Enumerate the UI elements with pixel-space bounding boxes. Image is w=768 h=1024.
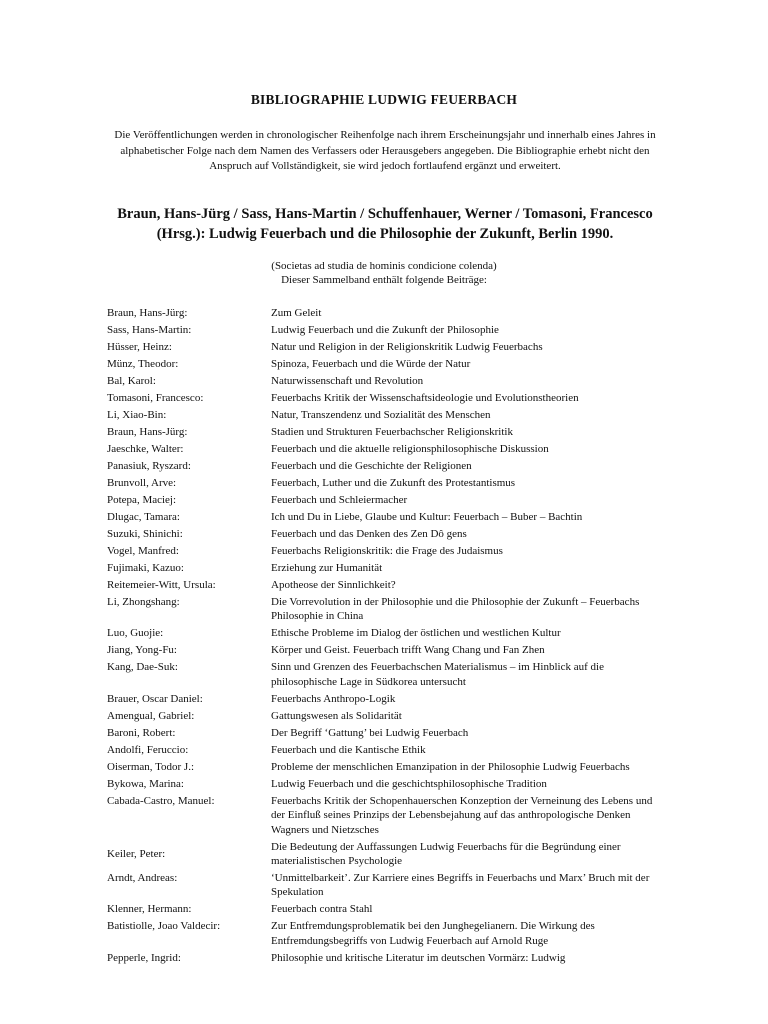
entry-author: Kang, Dae-Suk: xyxy=(107,661,178,674)
entry-author: Dlugac, Tamara: xyxy=(107,511,180,523)
entry-author: Sass, Hans-Martin: xyxy=(107,324,192,336)
entry-author: Arndt, Andreas: xyxy=(107,872,178,885)
entry-title: Ich und Du in Liebe, Glaube und Kultur: Feuerbach – Buber – Bachtin xyxy=(271,511,583,523)
entry-author: Batistiolle, Joao Valdecir: xyxy=(107,920,221,933)
entry-title: ‘Unmittelbarkeit’. Zur Karriere eines Begriffs in Feuerbachs und Marx’ Bruch mit der Spekulation xyxy=(271,872,650,899)
list-item xyxy=(107,527,667,541)
list-item xyxy=(107,425,667,439)
list-item xyxy=(107,306,667,320)
entry-author: Bykowa, Marina: xyxy=(107,777,184,790)
entry-author: Luo, Guojie: xyxy=(107,627,164,640)
list-item xyxy=(107,493,667,507)
page-title: BIBLIOGRAPHIE LUDWIG FEUERBACH xyxy=(250,92,518,107)
entry-title: Probleme der menschlichen Emanzipation in der Philosophie Ludwig Feuerbachs xyxy=(271,760,630,773)
list-item xyxy=(107,459,667,473)
entry-title: Feuerbach und die aktuelle religionsphilosophische Diskussion xyxy=(271,443,549,455)
entry-title: Ludwig Feuerbach und die Zukunft der Philosophie xyxy=(271,324,499,336)
list-item xyxy=(107,544,667,558)
list-item xyxy=(107,709,667,723)
list-item xyxy=(107,871,667,900)
entry-author: Suzuki, Shinichi: xyxy=(107,528,183,540)
entry-author: Klenner, Hermann: xyxy=(107,903,192,916)
list-item xyxy=(107,660,667,689)
entry-title: Stadien und Strukturen Feuerbachscher Religionskritik xyxy=(271,426,513,438)
list-item xyxy=(107,357,667,371)
series-note xyxy=(0,259,768,287)
entry-title: Feuerbach und das Denken des Zen Dô gens xyxy=(271,528,467,540)
entry-author: Fujimaki, Kazuo: xyxy=(107,562,184,574)
entry-title: Der Begriff ‘Gattung’ bei Ludwig Feuerbach xyxy=(271,726,469,739)
list-item xyxy=(107,391,667,405)
entry-author: Panasiuk, Ryszard: xyxy=(107,460,191,472)
entry-title: Feuerbach und Schleiermacher xyxy=(271,494,408,506)
list-item xyxy=(107,323,667,337)
entry-title: Feuerbachs Religionskritik: die Frage des Judaismus xyxy=(271,545,503,557)
entry-author: Brauer, Oscar Daniel: xyxy=(107,692,203,705)
entry-title: Philosophie und kritische Literatur im deutschen Vormärz: Ludwig xyxy=(271,951,566,964)
entry-title: Ethische Probleme im Dialog der östlichen und westlichen Kultur xyxy=(271,627,561,640)
list-item xyxy=(107,794,667,837)
list-item xyxy=(107,374,667,388)
entry-title: Ludwig Feuerbach und die geschichtsphilosophische Tradition xyxy=(271,777,547,790)
list-item xyxy=(107,626,667,640)
list-item xyxy=(107,340,667,354)
entry-author: Baroni, Robert: xyxy=(107,726,176,739)
entry-title: Natur und Religion in der Religionskritik Ludwig Feuerbachs xyxy=(271,341,543,353)
list-item xyxy=(107,595,667,624)
entry-title: Naturwissenschaft und Revolution xyxy=(271,375,424,387)
entry-author: Amengual, Gabriel: xyxy=(107,709,195,722)
entry-title: Sinn und Grenzen des Feuerbachschen Materialismus – im Hinblick auf die philosophische Lage in Südkorea untersucht xyxy=(271,661,604,688)
entry-title: Zum Geleit xyxy=(271,307,322,319)
entry-author: Jiang, Yong-Fu: xyxy=(107,644,177,657)
entry-author: Tomasoni, Francesco: xyxy=(107,392,204,404)
list-item xyxy=(107,692,667,706)
entry-author: Potepa, Maciej: xyxy=(107,494,177,506)
entry-title: Die Vorrevolution in der Philosophie und die Philosophie der Zukunft – Feuerbachs Philosophie in China xyxy=(271,596,640,623)
list-item xyxy=(107,510,667,524)
entry-author: Reitemeier-Witt, Ursula: xyxy=(107,579,216,591)
entry-title: Zur Entfremdungsproblematik bei den Junghegelianern. Die Wirkung des Entfremdungsbegriffs von Ludwig Feuerbach auf Arnold Ruge xyxy=(271,920,595,947)
list-item xyxy=(107,902,667,916)
entry-author: Andolfi, Feruccio: xyxy=(107,743,189,756)
entry-title: Natur, Transzendenz und Sozialität des Menschen xyxy=(271,409,491,421)
entry-title: Erziehung zur Humanität xyxy=(271,562,383,574)
entry-title: Apotheose der Sinnlichkeit? xyxy=(271,579,396,591)
intro-paragraph: Die Veröffentlichungen werden in chronologischer Reihenfolge nach ihrem Erscheinungsjahr und innerhalb eines Jahres in alphabetischer Folge nach dem Namen des Verfassers oder Herausgebers angegeben. Die Bibliographie erhebt nicht den Anspruch auf Vollständigkeit, sie wird jedoch fortlaufend ergänzt und erweitert. xyxy=(114,129,656,172)
entry-author: Brunvoll, Arve: xyxy=(107,477,177,489)
entry-author: Jaeschke, Walter: xyxy=(107,443,184,455)
entry-author: Münz, Theodor: xyxy=(107,358,179,370)
book-title: Braun, Hans-Jürg / Sass, Hans-Martin / Schuffenhauer, Werner / Tomasoni, Francesco (Hrsg.): Ludwig Feuerbach und die Philosophie der Zukunft, Berlin 1990. xyxy=(117,206,653,242)
list-item xyxy=(107,578,667,592)
list-item xyxy=(107,561,667,575)
entry-author: Oiserman, Todor J.: xyxy=(107,760,195,773)
entry-title: Feuerbachs Kritik der Schopenhauerschen Konzeption der Verneinung des Lebens und der Einfluß seines Prinzips der Lebensbejahung auf das anthropologische Denken Wagners und Nietzsches xyxy=(271,794,653,836)
entry-title: Die Bedeutung der Auffassungen Ludwig Feuerbachs für die Begründung einer materialistischen Psychologie xyxy=(271,840,621,868)
entry-author: Li, Zhongshang: xyxy=(107,596,180,608)
entry-title: Feuerbachs Anthropo-Logik xyxy=(271,692,396,705)
list-item xyxy=(107,726,667,740)
list-item xyxy=(107,760,667,774)
list-item xyxy=(107,442,667,456)
entry-author: Braun, Hans-Jürg: xyxy=(107,307,188,319)
list-item xyxy=(107,476,667,490)
series-line: (Societas ad studia de hominis condicione colenda) xyxy=(271,260,497,272)
entry-author: Vogel, Manfred: xyxy=(107,545,179,557)
entry-author: Pepperle, Ingrid: xyxy=(107,951,181,964)
list-item xyxy=(107,777,667,791)
list-item xyxy=(107,951,667,965)
entry-title: Feuerbach contra Stahl xyxy=(271,903,373,916)
entry-author: Keiler, Peter: xyxy=(107,847,166,860)
entry-title: Feuerbachs Kritik der Wissenschaftsideologie und Evolutionstheorien xyxy=(271,392,579,404)
entry-title: Gattungswesen als Solidarität xyxy=(271,709,402,722)
entry-title: Feuerbach, Luther und die Zukunft des Protestantismus xyxy=(271,477,516,489)
entry-author: Cabada-Castro, Manuel: xyxy=(107,794,215,807)
list-item xyxy=(107,643,667,657)
list-item xyxy=(107,919,667,948)
contents-note: Dieser Sammelband enthält folgende Beiträge: xyxy=(281,274,487,286)
list-item xyxy=(107,743,667,757)
list-item xyxy=(107,408,667,422)
entry-title: Feuerbach und die Kantische Ethik xyxy=(271,743,426,756)
entry-author: Li, Xiao-Bin: xyxy=(107,409,167,421)
list-item xyxy=(107,840,667,869)
entry-title: Körper und Geist. Feuerbach trifft Wang Chang und Fan Zhen xyxy=(271,644,545,657)
contents-list xyxy=(107,306,667,968)
entry-author: Hüsser, Heinz: xyxy=(107,341,172,353)
entry-author: Bal, Karol: xyxy=(107,375,156,387)
entry-title: Spinoza, Feuerbach und die Würde der Natur xyxy=(271,358,471,370)
entry-author: Braun, Hans-Jürg: xyxy=(107,426,188,438)
entry-title: Feuerbach und die Geschichte der Religionen xyxy=(271,460,472,472)
